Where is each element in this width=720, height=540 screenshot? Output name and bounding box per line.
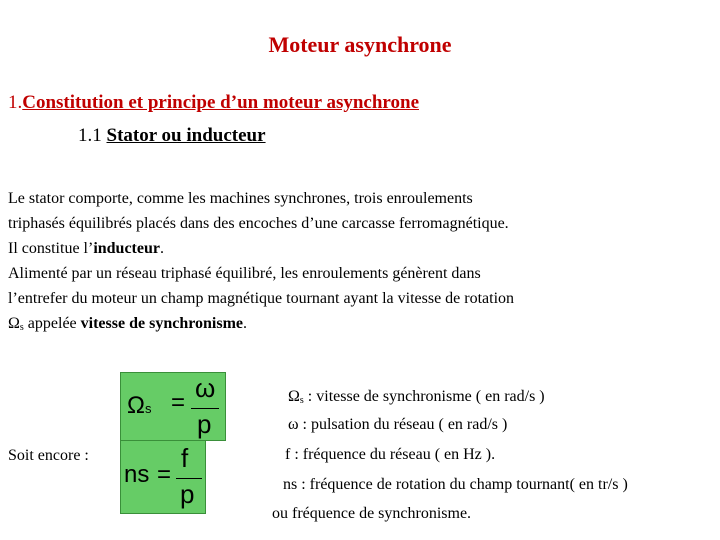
subsection-number: 1.1 [78,125,102,146]
paragraph-line: Le stator comporte, comme les machines synchrones, trois enroulements [8,190,473,207]
formula-ns [120,440,206,514]
text-run: Il constitue l’ [8,240,94,257]
equals-sign: = [171,389,186,416]
section-heading-1 [8,92,419,114]
formula-numerator: f [181,443,189,473]
text-run: . [243,315,248,332]
subsection-heading [78,125,266,147]
paragraph-line: triphasés équilibrés placés dans des encoches d’une carcasse ferromagnétique. [8,215,509,232]
section-number: 1. [8,92,23,113]
subsection-title: Stator ou inducteur [106,125,266,146]
formula-lhs: ns [124,461,150,488]
description-paragraph [8,186,514,340]
formula-denominator: p [180,479,195,509]
bold-term-inducteur: inducteur [93,240,160,257]
formula-lhs: Ωs [127,392,152,419]
omega-symbol: Ω [8,315,20,332]
formula-numerator: ω [195,373,216,403]
section-title: Constitution et principe d’un moteur asynchrone [22,92,419,113]
text-run: . [159,240,164,257]
page-title: Moteur asynchrone [268,32,452,57]
bold-term-vitesse-synchronisme: vitesse de synchronisme [80,315,244,332]
text-run: appelée [23,315,81,332]
equals-sign: = [157,461,172,488]
legend-ns-cont: ou fréquence de synchronisme. [272,505,472,522]
formula-denominator: p [197,409,212,439]
legend-f: f : fréquence du réseau ( en Hz ). [285,446,496,463]
paragraph-line [8,236,514,261]
formula-omega-s [120,372,226,441]
paragraph-line [8,311,514,340]
paragraph-line: l’entrefer du moteur un champ magnétique tournant ayant la vitesse de rotation [8,290,515,307]
legend-omega-s [288,388,545,406]
legend-ns: ns : fréquence de rotation du champ tournant( en tr/s ) [283,476,628,493]
subscript: s [299,395,304,406]
omega-symbol: Ω [288,388,300,405]
legend-omega: ω : pulsation du réseau ( en rad/s ) [288,416,508,433]
paragraph-line: Alimenté par un réseau triphasé équilibré, les enroulements génèrent dans [8,265,481,282]
subscript: s [19,322,24,333]
legend-text: : vitesse de synchronisme ( en rad/s ) [303,388,545,405]
soit-encore-label: Soit encore : [8,447,89,464]
